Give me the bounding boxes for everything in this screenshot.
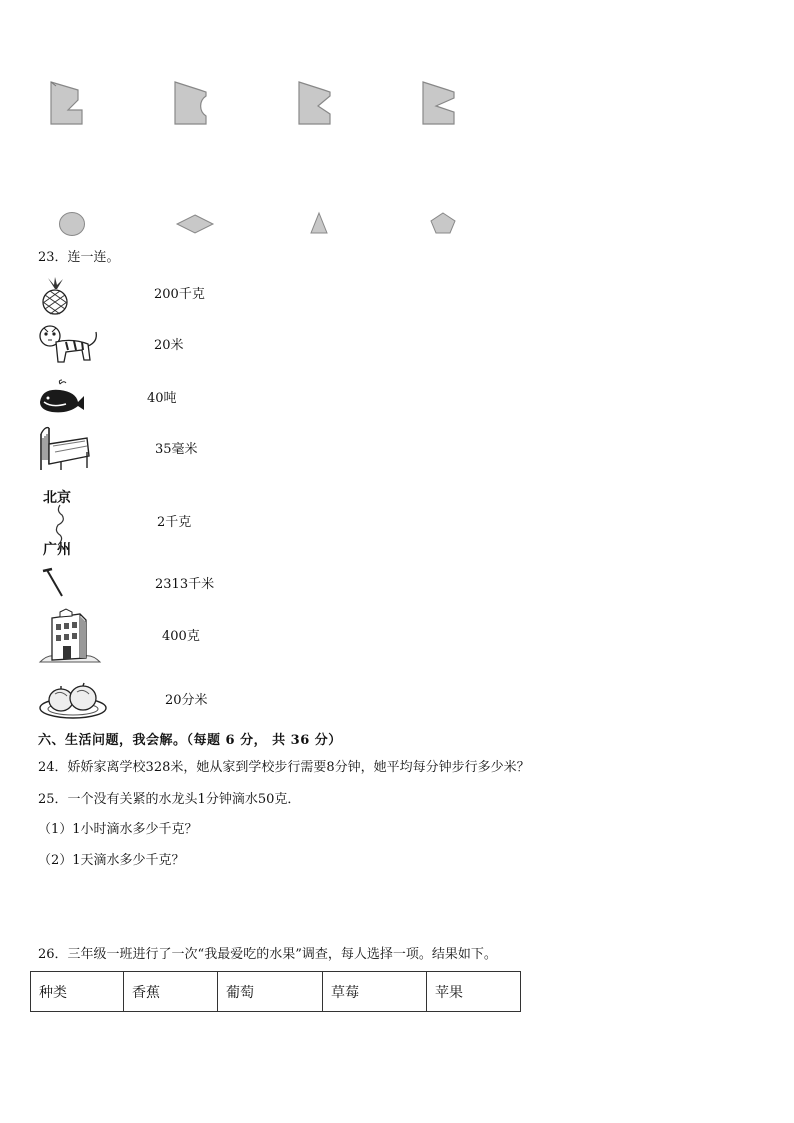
circle-icon: [58, 211, 86, 237]
question-24: 24．娇娇家离学校328米，她从家到学校步行需要8分钟，她平均每分钟步行多少米？: [38, 760, 530, 775]
label-2313km: 2313千米: [155, 577, 215, 592]
fruit-plate-icon: [39, 682, 107, 720]
label-400g: 400克: [162, 629, 200, 644]
pineapple-icon: [38, 277, 72, 315]
triangle-icon: [310, 212, 328, 234]
table-header-cell: 葡萄: [218, 972, 323, 1012]
label-20dm: 20分米: [165, 693, 208, 708]
table-header-cell: 香蕉: [124, 972, 218, 1012]
label-20m: 20米: [154, 338, 184, 353]
pentagon-icon: [430, 212, 456, 234]
question-26: 26．三年级一班进行了一次“我最爱吃的水果”调查，每人选择一项。结果如下。: [38, 947, 497, 962]
section-6-heading: 六、生活问题，我会解。（每题 6 分， 共 36 分）: [38, 733, 342, 748]
whale-icon: [38, 380, 86, 416]
label-200kg: 200千克: [154, 287, 205, 302]
question-25-sub-2: （2）1天滴水多少千克？: [38, 853, 185, 868]
nail-icon: [42, 568, 66, 598]
question-25: 25．一个没有关紧的水龙头1分钟滴水50克．: [38, 792, 301, 807]
building-icon: [40, 608, 100, 664]
folded-paper-icon-2: [174, 80, 208, 126]
question-23-title: 23．连一连。: [38, 250, 120, 265]
label-35mm: 35毫米: [155, 442, 198, 457]
table-header-cell: 草莓: [323, 972, 427, 1012]
question-25-sub-1: （1）1小时滴水多少千克？: [38, 822, 198, 837]
table-row: [31, 972, 521, 1012]
map-label-guangzhou: 广州: [43, 542, 71, 558]
folded-paper-icon-4: [422, 80, 456, 126]
table-header-cell: 种类: [31, 972, 124, 1012]
bed-icon: [39, 424, 91, 472]
fruit-survey-table: [30, 971, 521, 1012]
folded-paper-icon-1: [50, 80, 84, 126]
tiger-icon: [36, 324, 100, 364]
map-label-beijing: 北京: [43, 490, 71, 506]
rhombus-icon: [176, 214, 214, 234]
label-2kg: 2千克: [157, 515, 192, 530]
folded-paper-icon-3: [298, 80, 332, 126]
label-40t: 40吨: [147, 391, 177, 406]
table-header-cell: 苹果: [427, 972, 521, 1012]
